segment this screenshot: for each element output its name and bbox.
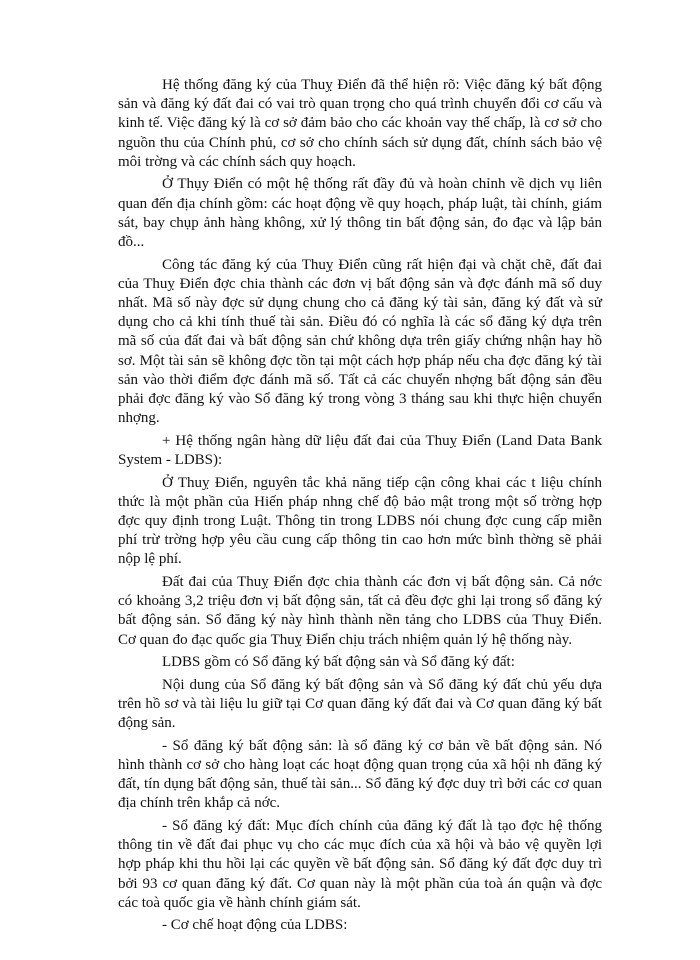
paragraph-land-register: - Sổ đăng ký đất: Mục đích chính của đăng ký đất là tạo đợc hệ thống thông tin về đất đai phục vụ cho các mục đích của xã hội và bảo vệ quyền lợi hợp pháp khi thu hồi lại các quyền về bất động sản. Sổ đăng ký đất đợc duy trì bởi 93 cơ quan đăng ký đất. Cơ quan này là một phần của toà án quận và đợc các toà quốc gia về hành chính giám sát. <box>118 818 602 911</box>
document-body <box>118 76 602 939</box>
paragraph-registration-modern: Công tác đăng ký của Thuỵ Điển cũng rất hiện đại và chặt chẽ, đất đai của Thuỵ Điển đợc chia thành các đơn vị bất động sản và đợc đánh mã số duy nhất. Mã số này đợc sử dụng chung cho cả đăng ký tài sản, đăng ký đất và sử dụng cho cả khi tính thuế tài sản. Điều đó có nghĩa là các sổ đăng ký dựa trên mã số của đất đai và bất động sản chứ không dựa trên giấy chứng nhận hay hồ sơ. Một tài sản sẽ không đợc tồn tại một cách hợp pháp nếu cha đợc đăng ký tài sản vào thời điểm đợc đánh mã số. Tất cả các chuyển nhợng bất động sản đều phải đợc đăng ký vào Sổ đăng ký trong vòng 3 tháng sau khi thực hiện chuyển nhợng. <box>118 256 602 427</box>
paragraph-ldbs-heading: + Hệ thống ngân hàng dữ liệu đất đai của Thuỵ Điển (Land Data Bank System - LDBS): <box>118 432 602 469</box>
paragraph-property-units: Đất đai của Thuỵ Điển đợc chia thành các đơn vị bất động sản. Cả nớc có khoảng 3,2 triệu đơn vị bất động sản, tất cả đều đợc ghi lại trong sổ đăng ký bất động sản. Sổ đăng ký này hình thành nền tảng cho LDBS của Thuỵ Điển. Cơ quan đo đạc quốc gia Thuỵ Điển chịu trách nhiệm quản lý hệ thống này. <box>118 574 602 648</box>
paragraph-ldbs-components: LDBS gồm có Sổ đăng ký bất động sản và Sổ đăng ký đất: <box>162 654 515 671</box>
paragraph-property-register: - Sổ đăng ký bất động sản: là sổ đăng ký cơ bản về bất động sản. Nó hình thành cơ sở cho hàng loạt các hoạt động quan trọng của xã hội nh đăng ký đất, tín dụng bất động sản, thuế tài sản... Sổ đăng ký đợc duy trì bởi các cơ quan địa chính trên khắp cả nớc. <box>118 737 602 812</box>
paragraph-cadastral-services: Ở Thụy Điển có một hệ thống rất đầy đủ và hoàn chỉnh về dịch vụ liên quan đến địa chính gồm: các hoạt động về quy hoạch, pháp luật, tài chính, giám sát, bay chụp ảnh hàng không, xử lý thông tin bất động sản, đo đạc và lập bản đồ... <box>118 176 602 251</box>
paragraph-sweden-registration-role: Hệ thống đăng ký của Thuỵ Điển đã thể hiện rõ: Việc đăng ký bất động sản và đăng ký đất đai có vai trò quan trọng cho quá trình chuyển đổi cơ cấu và kinh tế. Việc đăng ký là cơ sở đảm bảo cho các khoản vay thế chấp, là cơ sở cho nguồn thu của Chính phủ, cơ sở cho chính sách sử dụng đất, chính sách bảo vệ môi trờng và các chính sách quy hoạch. <box>118 77 602 170</box>
paragraph-public-access: Ở Thuỵ Điển, nguyên tắc khả năng tiếp cận công khai các t liệu chính thức là một phần của Hiến pháp nhng chế độ bảo mật trong một số trờng hợp đợc quy định trong Luật. Thông tin trong LDBS nói chung đợc cung cấp miễn phí trừ trờng hợp yêu cầu cung cấp thông tin cao hơn mức bình thờng sẽ phải nộp lệ phí. <box>118 474 602 568</box>
paragraph-register-contents: Nội dung của Sổ đăng ký bất động sản và Sổ đăng ký đất chủ yếu dựa trên hồ sơ và tài liệu lu giữ tại Cơ quan đăng ký đất đai và Cơ quan đăng ký bất động sản. <box>118 676 602 732</box>
paragraph-ldbs-mechanism: - Cơ chế hoạt động của LDBS: <box>162 917 348 934</box>
